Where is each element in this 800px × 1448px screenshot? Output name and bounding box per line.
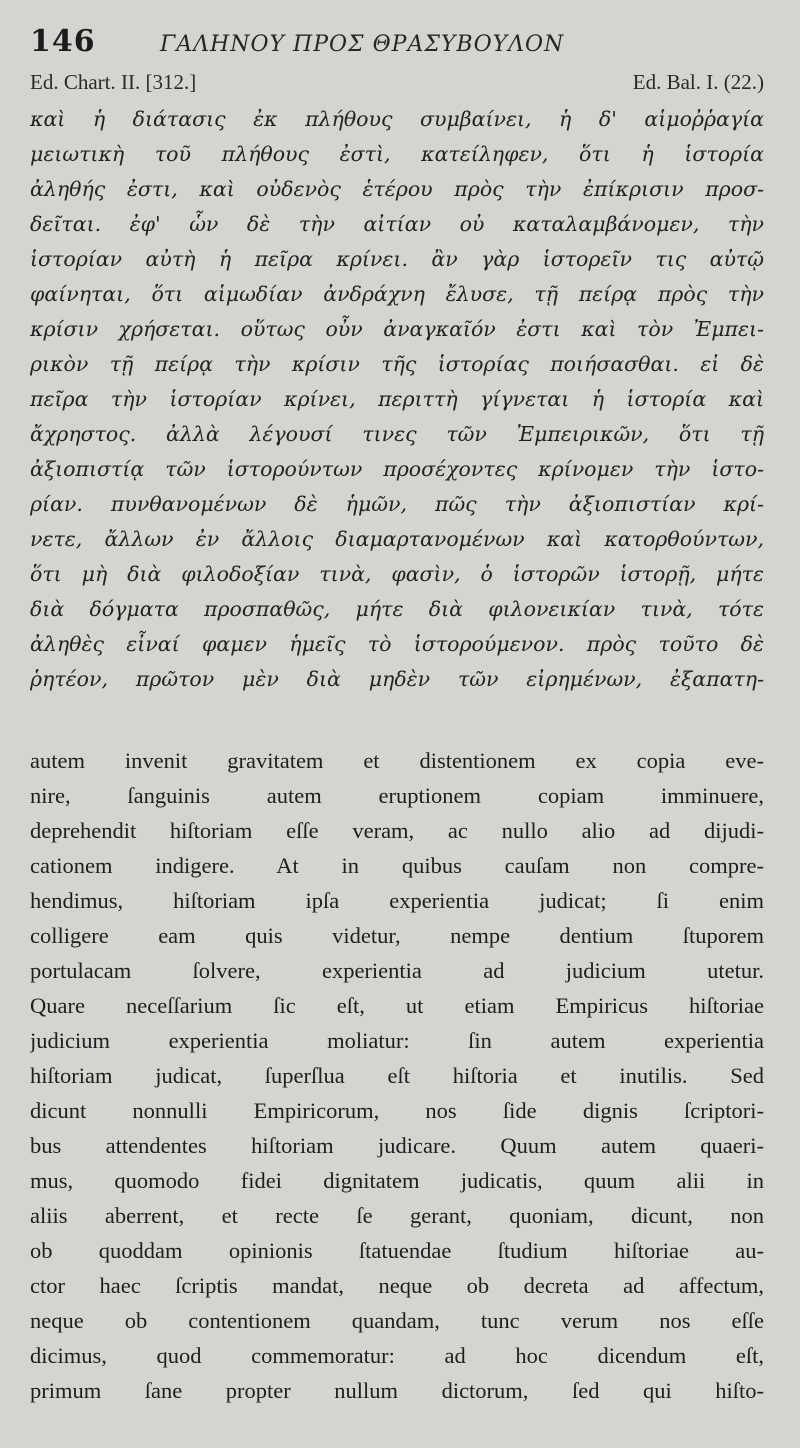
greek-line: ἀληθὲς εἶναί φαμεν ἡμεῖς τὸ ἱστορούμενον. πρὸς τοῦτο δὲ (30, 632, 764, 656)
page-number: 146 (30, 24, 96, 59)
greek-line: ἄχρηστος. ἀλλὰ λέγουσί τινες τῶν Ἐμπειρικῶν, ὅτι τῇ (30, 422, 764, 446)
latin-line: hendimus, hiſtoriam ipſa experientia judicat; ſi enim (30, 888, 764, 913)
latin-line: Quare neceſſarium ſic eſt, ut etiam Empiricus hiſtoriae (30, 993, 764, 1018)
greek-line: δεῖται. ἐφ' ὧν δὲ τὴν αἰτίαν οὐ καταλαμβάνομεν, τὴν (30, 212, 764, 236)
latin-line: neque ob contentionem quandam, tunc verum nos eſſe (30, 1308, 764, 1333)
greek-line: μειωτικὴ τοῦ πλήθους ἐστὶ, κατείληφεν, ὅτι ἡ ἱστορία (30, 142, 764, 166)
latin-line: mus, quomodo fidei dignitatem judicatis, quum alii in (30, 1168, 764, 1193)
greek-line: καὶ ἡ διάτασις ἐκ πλήθους συμβαίνει, ἡ δ' αἱμοῤῥαγία (30, 107, 764, 131)
latin-line: ctor haec ſcriptis mandat, neque ob decreta ad affectum, (30, 1273, 764, 1298)
greek-text-block (30, 102, 764, 697)
greek-line: διὰ δόγματα προσπαθῶς, μήτε διὰ φιλονεικίαν τινὰ, τότε (30, 597, 764, 621)
greek-line: φαίνηται, ὅτι αἱμωδίαν ἀνδράχνη ἔλυσε, τῇ πείρᾳ πρὸς τὴν (30, 282, 764, 306)
greek-line: ῥητέον, πρῶτον μὲν διὰ μηδὲν τῶν εἰρημένων, ἐξαπατη- (30, 667, 764, 691)
greek-line: ρικὸν τῇ πείρᾳ τὴν κρίσιν τῆς ἱστορίας ποιήσασθαι. εἰ δὲ (30, 352, 764, 376)
latin-line: colligere eam quis videtur, nempe dentium ſtuporem (30, 923, 764, 948)
latin-line: ob quoddam opinionis ſtatuendae ſtudium hiſtoriae au- (30, 1238, 764, 1263)
greek-line: ὅτι μὴ διὰ φιλοδοξίαν τινὰ, φασὶν, ὁ ἱστορῶν ἱστορῇ, μήτε (30, 562, 764, 586)
greek-line: ἀληθής ἐστι, καὶ οὐδενὸς ἑτέρου πρὸς τὴν ἐπίκρισιν προσ- (30, 177, 764, 201)
latin-translation-block (30, 743, 764, 1408)
latin-line: cationem indigere. At in quibus cauſam non compre- (30, 853, 764, 878)
latin-line: dicunt nonnulli Empiricorum, nos ſide dignis ſcriptori- (30, 1098, 764, 1123)
chartier-edition-reference: Ed. Chart. II. [312.] (30, 70, 197, 94)
latin-line: aliis aberrent, et recte ſe gerant, quoniam, dicunt, non (30, 1203, 764, 1228)
latin-line: hiſtoriam judicat, ſuperſlua eſt hiſtoria et inutilis. Sed (30, 1063, 764, 1088)
greek-line: πεῖρα τὴν ἱστορίαν κρίνει, περιττὴ γίγνεται ἡ ἱστορία καὶ (30, 387, 764, 411)
greek-line: κρίσιν χρήσεται. οὕτως οὖν ἀναγκαῖόν ἐστι καὶ τὸν Ἐμπει- (30, 317, 764, 341)
basel-edition-reference: Ed. Bal. I. (22.) (632, 70, 764, 94)
latin-line: judicium experientia moliatur: ſin autem experientia (30, 1028, 764, 1053)
greek-line: ρίαν. πυνθανομένων δὲ ἡμῶν, πῶς τὴν ἀξιοπιστίαν κρί- (30, 492, 764, 516)
latin-line: portulacam ſolvere, experientia ad judicium utetur. (30, 958, 764, 983)
edition-reference-line (30, 70, 764, 100)
greek-line: ἱστορίαν αὐτὴ ἡ πεῖρα κρίνει. ἂν γὰρ ἱστορεῖν τις αὐτῷ (30, 247, 764, 271)
running-title: ΓΑΛΗΝΟΥ ΠΡΟΣ ΘΡΑΣΥΒΟΥΛΟΝ (160, 32, 565, 57)
latin-line: bus attendentes hiſtoriam judicare. Quum autem quaeri- (30, 1133, 764, 1158)
greek-line: νετε, ἄλλων ἐν ἄλλοις διαμαρτανομένων καὶ κατορθούντων, (30, 527, 764, 551)
greek-line: ἀξιοπιστίᾳ τῶν ἱστορούντων προσέχοντες κρίνομεν τὴν ἱστο- (30, 457, 764, 481)
latin-line: nire, ſanguinis autem eruptionem copiam imminuere, (30, 783, 764, 808)
latin-line: autem invenit gravitatem et distentionem ex copia eve- (30, 748, 764, 773)
latin-line: primum ſane propter nullum dictorum, ſed qui hiſto- (30, 1378, 764, 1403)
page-header (30, 24, 764, 70)
latin-line: dicimus, quod commemoratur: ad hoc dicendum eſt, (30, 1343, 764, 1368)
latin-line: deprehendit hiſtoriam eſſe veram, ac nullo alio ad dijudi- (30, 818, 764, 843)
